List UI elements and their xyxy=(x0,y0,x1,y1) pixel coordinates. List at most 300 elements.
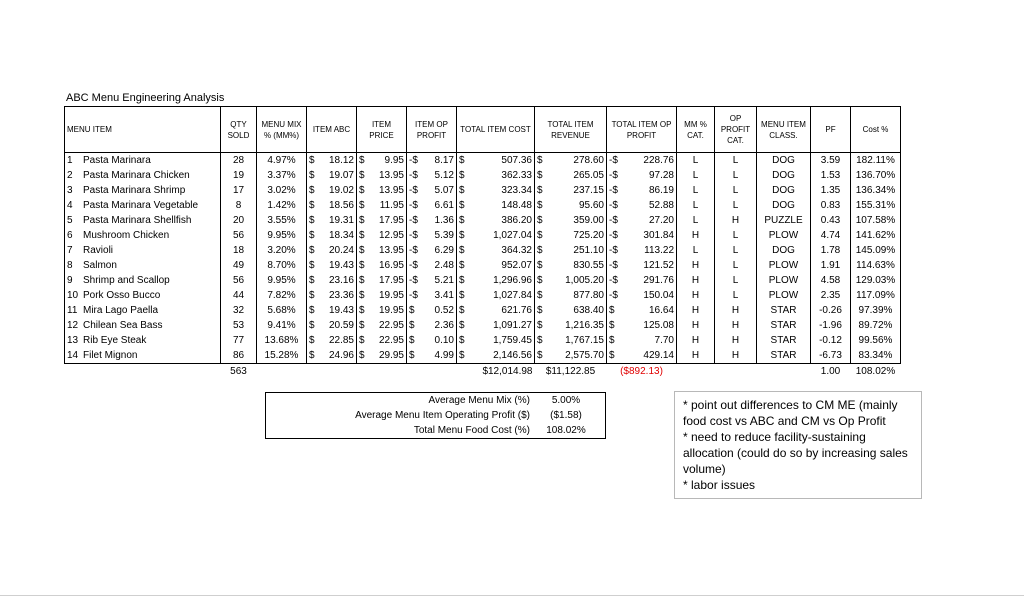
cell-mm-cat: H xyxy=(677,348,715,364)
currency-sign: $ xyxy=(459,214,465,226)
cell-total-op-profit xyxy=(607,318,677,333)
amount: 19.02 xyxy=(328,184,354,196)
cell-pf: 1.53 xyxy=(811,168,851,183)
cell-mm-cat: L xyxy=(677,213,715,228)
amount: 0.52 xyxy=(434,304,454,316)
amount: 0.10 xyxy=(434,334,454,346)
amount: 228.76 xyxy=(643,154,674,166)
cell-qty: 19 xyxy=(221,168,257,183)
currency-sign: -$ xyxy=(609,154,618,166)
cell-total-op-profit xyxy=(607,333,677,348)
amount: 13.95 xyxy=(378,169,404,181)
amount: 150.04 xyxy=(643,289,674,301)
cell-op-profit xyxy=(407,288,457,303)
cell-price xyxy=(357,348,407,364)
page-divider xyxy=(0,595,1024,596)
amount: 18.12 xyxy=(328,154,354,166)
currency-sign: -$ xyxy=(609,259,618,271)
amount: 16.95 xyxy=(378,259,404,271)
amount: 1.36 xyxy=(434,214,454,226)
currency-sign: $ xyxy=(459,184,465,196)
cell-op-cat: L xyxy=(715,258,757,273)
cell-total-cost xyxy=(457,333,535,348)
cell-total-cost xyxy=(457,318,535,333)
currency-sign: $ xyxy=(459,304,465,316)
header-mix: MENU MIX % (MM%) xyxy=(257,107,307,153)
table-row xyxy=(65,213,901,228)
cell-op-profit xyxy=(407,228,457,243)
item-name: Ravioli xyxy=(83,244,114,256)
notes-textbox[interactable] xyxy=(674,391,922,499)
header-abc: ITEM ABC xyxy=(307,107,357,153)
cell-cost-pct: 114.63% xyxy=(851,258,901,273)
header-row xyxy=(65,107,901,153)
item-name: Chilean Sea Bass xyxy=(83,319,163,331)
cell-total-cost xyxy=(457,258,535,273)
currency-sign: $ xyxy=(537,229,543,241)
amount: 24.96 xyxy=(328,349,354,361)
currency-sign: -$ xyxy=(409,289,418,301)
currency-sign: $ xyxy=(359,184,365,196)
currency-sign: $ xyxy=(309,304,315,316)
currency-sign: $ xyxy=(309,169,315,181)
cell-abc xyxy=(307,258,357,273)
currency-sign: -$ xyxy=(409,229,418,241)
sheet-title: ABC Menu Engineering Analysis xyxy=(66,92,225,104)
currency-sign: $ xyxy=(409,319,415,331)
cell-class: DOG xyxy=(757,243,811,258)
amount: 19.43 xyxy=(328,304,354,316)
cell-class: PLOW xyxy=(757,258,811,273)
cell-op-profit xyxy=(407,348,457,364)
cell-class: STAR xyxy=(757,333,811,348)
cell-mm-cat: L xyxy=(677,243,715,258)
amount: 121.52 xyxy=(643,259,674,271)
cell-op-profit xyxy=(407,333,457,348)
amount: 1,767.15 xyxy=(565,334,604,346)
cell-qty: 56 xyxy=(221,228,257,243)
amount: 19.95 xyxy=(378,304,404,316)
table-row xyxy=(65,198,901,213)
row-number: 12 xyxy=(67,319,79,331)
cell-abc xyxy=(307,273,357,288)
amount: 86.19 xyxy=(648,184,674,196)
cell-menu-item xyxy=(65,318,221,333)
cell-op-profit xyxy=(407,198,457,213)
cell-total-revenue xyxy=(535,318,607,333)
table-row xyxy=(65,258,901,273)
amount: 5.21 xyxy=(434,274,454,286)
cell-total-op-profit xyxy=(607,198,677,213)
cell-price xyxy=(357,288,407,303)
currency-sign: $ xyxy=(409,349,415,361)
cell-cost-pct: 107.58% xyxy=(851,213,901,228)
amount: 12.95 xyxy=(378,229,404,241)
amount: 2,575.70 xyxy=(565,349,604,361)
cell-mm-cat: H xyxy=(677,333,715,348)
row-number: 10 xyxy=(67,289,79,301)
cell-mm-cat: L xyxy=(677,183,715,198)
cell-pf: 1.35 xyxy=(811,183,851,198)
amount: 4.99 xyxy=(434,349,454,361)
cell-total-revenue xyxy=(535,348,607,364)
currency-sign: $ xyxy=(459,349,465,361)
cell-mm-cat: H xyxy=(677,228,715,243)
amount: 3.41 xyxy=(434,289,454,301)
cell-op-cat: L xyxy=(715,183,757,198)
header-total-op-profit: TOTAL ITEM OP PROFIT xyxy=(607,107,677,153)
cell-op-cat: H xyxy=(715,348,757,364)
header-op-profit: ITEM OP PROFIT xyxy=(407,107,457,153)
table-row xyxy=(65,333,901,348)
amount: 125.08 xyxy=(643,319,674,331)
cell-qty: 8 xyxy=(221,198,257,213)
cell-price xyxy=(357,183,407,198)
amount: 1,091.27 xyxy=(493,319,532,331)
cell-mix: 5.68% xyxy=(257,303,307,318)
cell-mm-cat: H xyxy=(677,258,715,273)
header-cost-pct: Cost % xyxy=(851,107,901,153)
row-number: 8 xyxy=(67,259,73,271)
cell-menu-item xyxy=(65,243,221,258)
cell-pf: -0.26 xyxy=(811,303,851,318)
cell-cost-pct: 136.34% xyxy=(851,183,901,198)
currency-sign: $ xyxy=(359,319,365,331)
cell-pf: 3.59 xyxy=(811,153,851,169)
summary-value: ($1.58) xyxy=(550,410,582,421)
cell-pf: 1.78 xyxy=(811,243,851,258)
cell-abc xyxy=(307,198,357,213)
amount: 5.39 xyxy=(434,229,454,241)
cell-op-profit xyxy=(407,303,457,318)
item-name: Rib Eye Steak xyxy=(83,334,147,346)
cell-total-cost xyxy=(457,213,535,228)
cell-total-cost xyxy=(457,273,535,288)
header-total-cost: TOTAL ITEM COST xyxy=(457,107,535,153)
row-number: 1 xyxy=(67,154,73,166)
cell-mix: 4.97% xyxy=(257,153,307,169)
cell-op-profit xyxy=(407,153,457,169)
amount: 148.48 xyxy=(501,199,532,211)
currency-sign: -$ xyxy=(409,199,418,211)
cell-total-revenue xyxy=(535,288,607,303)
currency-sign: -$ xyxy=(409,274,418,286)
amount: 13.95 xyxy=(378,184,404,196)
currency-sign: -$ xyxy=(609,199,618,211)
amount: 8.17 xyxy=(434,154,454,166)
currency-sign: $ xyxy=(409,334,415,346)
item-name: Pasta Marinara xyxy=(83,154,151,166)
cell-op-profit xyxy=(407,258,457,273)
amount: 2.48 xyxy=(434,259,454,271)
amount: 362.33 xyxy=(501,169,532,181)
currency-sign: $ xyxy=(459,229,465,241)
cell-op-cat: L xyxy=(715,168,757,183)
currency-sign: $ xyxy=(459,244,465,256)
amount: 22.95 xyxy=(378,334,404,346)
currency-sign: $ xyxy=(537,259,543,271)
cell-op-profit xyxy=(407,243,457,258)
amount: 95.60 xyxy=(578,199,604,211)
amount: 237.15 xyxy=(573,184,604,196)
cell-total-op-profit xyxy=(607,288,677,303)
currency-sign: -$ xyxy=(609,214,618,226)
item-name: Pasta Marinara Shellfish xyxy=(83,214,192,226)
cell-op-cat: L xyxy=(715,153,757,169)
amount: 621.76 xyxy=(501,304,532,316)
amount: 5.12 xyxy=(434,169,454,181)
cell-mix: 9.95% xyxy=(257,228,307,243)
currency-sign: $ xyxy=(359,259,365,271)
cell-op-profit xyxy=(407,183,457,198)
currency-sign: $ xyxy=(537,319,543,331)
amount: 1,005.20 xyxy=(565,274,604,286)
cell-total-revenue xyxy=(535,168,607,183)
amount: 97.28 xyxy=(648,169,674,181)
cell-price xyxy=(357,213,407,228)
currency-sign: $ xyxy=(359,349,365,361)
cell-pf: 4.58 xyxy=(811,273,851,288)
cell-abc xyxy=(307,348,357,364)
cell-cost-pct: 141.62% xyxy=(851,228,901,243)
row-number: 9 xyxy=(67,274,73,286)
summary-box xyxy=(265,392,606,439)
cell-menu-item xyxy=(65,183,221,198)
amount: 386.20 xyxy=(501,214,532,226)
menu-engineering-table xyxy=(64,106,901,380)
cell-op-cat: H xyxy=(715,213,757,228)
amount: 2,146.56 xyxy=(493,349,532,361)
cell-pf: -1.96 xyxy=(811,318,851,333)
cell-mix: 9.95% xyxy=(257,273,307,288)
amount: 301.84 xyxy=(643,229,674,241)
cell-class: STAR xyxy=(757,348,811,364)
total-revenue: $11,122.85 xyxy=(545,366,596,377)
cell-pf: 4.74 xyxy=(811,228,851,243)
cell-mix: 3.37% xyxy=(257,168,307,183)
cell-mm-cat: L xyxy=(677,198,715,213)
table-row xyxy=(65,303,901,318)
table-row xyxy=(65,228,901,243)
cell-total-op-profit xyxy=(607,303,677,318)
amount: 16.64 xyxy=(648,304,674,316)
cell-abc xyxy=(307,288,357,303)
cell-mix: 3.20% xyxy=(257,243,307,258)
cell-total-op-profit xyxy=(607,348,677,364)
currency-sign: $ xyxy=(359,169,365,181)
cell-cost-pct: 89.72% xyxy=(851,318,901,333)
summary-label: Average Menu Item Operating Profit ($) xyxy=(355,410,530,421)
table-row xyxy=(65,153,901,169)
cell-total-op-profit xyxy=(607,273,677,288)
cell-total-revenue xyxy=(535,213,607,228)
cell-mm-cat: L xyxy=(677,153,715,169)
cell-mix: 15.28% xyxy=(257,348,307,364)
cell-total-op-profit xyxy=(607,153,677,169)
cell-menu-item xyxy=(65,153,221,169)
cell-cost-pct: 117.09% xyxy=(851,288,901,303)
amount: 507.36 xyxy=(501,154,532,166)
summary-avg-op-profit xyxy=(266,409,605,423)
amount: 52.88 xyxy=(648,199,674,211)
cell-mix: 9.41% xyxy=(257,318,307,333)
header-mm-cat: MM % CAT. xyxy=(677,107,715,153)
amount: 13.95 xyxy=(378,244,404,256)
header-op-cat: OP PROFIT CAT. xyxy=(715,107,757,153)
cell-class: STAR xyxy=(757,318,811,333)
cell-abc xyxy=(307,213,357,228)
currency-sign: -$ xyxy=(409,259,418,271)
currency-sign: $ xyxy=(537,184,543,196)
cell-price xyxy=(357,333,407,348)
currency-sign: $ xyxy=(359,289,365,301)
currency-sign: $ xyxy=(537,334,543,346)
header-total-revenue: TOTAL ITEM REVENUE xyxy=(535,107,607,153)
amount: 1,296.96 xyxy=(493,274,532,286)
summary-value: 108.02% xyxy=(546,425,586,436)
currency-sign: $ xyxy=(537,304,543,316)
cell-mix: 3.02% xyxy=(257,183,307,198)
amount: 6.29 xyxy=(434,244,454,256)
amount: 1,027.84 xyxy=(493,289,532,301)
cell-menu-item xyxy=(65,213,221,228)
cell-qty: 53 xyxy=(221,318,257,333)
amount: 1,027.04 xyxy=(493,229,532,241)
currency-sign: $ xyxy=(609,304,615,316)
total-pf: 1.00 xyxy=(820,366,841,377)
currency-sign: $ xyxy=(409,304,415,316)
amount: 278.60 xyxy=(573,154,604,166)
currency-sign: $ xyxy=(609,334,615,346)
cell-qty: 28 xyxy=(221,153,257,169)
currency-sign: -$ xyxy=(409,214,418,226)
item-name: Pasta Marinara Shrimp xyxy=(83,184,186,196)
cell-menu-item xyxy=(65,348,221,364)
cell-cost-pct: 182.11% xyxy=(851,153,901,169)
cell-class: DOG xyxy=(757,183,811,198)
total-qty: 563 xyxy=(230,366,247,377)
cell-cost-pct: 145.09% xyxy=(851,243,901,258)
summary-food-cost xyxy=(266,424,605,438)
cell-mix: 3.55% xyxy=(257,213,307,228)
summary-avg-mix xyxy=(266,394,605,408)
header-pf: PF xyxy=(811,107,851,153)
currency-sign: $ xyxy=(309,184,315,196)
cell-abc xyxy=(307,318,357,333)
amount: 830.55 xyxy=(573,259,604,271)
cell-class: PLOW xyxy=(757,288,811,303)
currency-sign: $ xyxy=(309,259,315,271)
cell-class: PLOW xyxy=(757,273,811,288)
cell-qty: 17 xyxy=(221,183,257,198)
cell-op-cat: L xyxy=(715,243,757,258)
amount: 429.14 xyxy=(643,349,674,361)
cell-qty: 86 xyxy=(221,348,257,364)
cell-cost-pct: 136.70% xyxy=(851,168,901,183)
amount: 638.40 xyxy=(573,304,604,316)
cell-op-profit xyxy=(407,213,457,228)
amount: 19.07 xyxy=(328,169,354,181)
cell-total-revenue xyxy=(535,258,607,273)
cell-abc xyxy=(307,153,357,169)
currency-sign: $ xyxy=(309,214,315,226)
cell-total-revenue xyxy=(535,153,607,169)
amount: 1,759.45 xyxy=(493,334,532,346)
amount: 22.95 xyxy=(378,319,404,331)
header-qty: QTY SOLD xyxy=(221,107,257,153)
currency-sign: $ xyxy=(309,274,315,286)
cell-total-revenue xyxy=(535,333,607,348)
currency-sign: $ xyxy=(459,289,465,301)
cell-price xyxy=(357,243,407,258)
amount: 11.95 xyxy=(379,199,404,211)
currency-sign: -$ xyxy=(409,169,418,181)
amount: 364.32 xyxy=(501,244,532,256)
currency-sign: $ xyxy=(459,274,465,286)
header-class: MENU ITEM CLASS. xyxy=(757,107,811,153)
amount: 22.85 xyxy=(328,334,354,346)
cell-abc xyxy=(307,303,357,318)
cell-mm-cat: H xyxy=(677,318,715,333)
amount: 17.95 xyxy=(378,274,404,286)
cell-price xyxy=(357,153,407,169)
note-line: * labor issues xyxy=(683,478,756,492)
cell-qty: 49 xyxy=(221,258,257,273)
cell-qty: 77 xyxy=(221,333,257,348)
cell-class: DOG xyxy=(757,153,811,169)
currency-sign: $ xyxy=(537,274,543,286)
currency-sign: $ xyxy=(537,244,543,256)
table-row xyxy=(65,348,901,364)
currency-sign: $ xyxy=(537,169,543,181)
cell-pf: 0.43 xyxy=(811,213,851,228)
currency-sign: -$ xyxy=(409,154,418,166)
cell-total-op-profit xyxy=(607,168,677,183)
currency-sign: $ xyxy=(537,154,543,166)
row-number: 4 xyxy=(67,199,73,211)
currency-sign: $ xyxy=(359,214,365,226)
cell-price xyxy=(357,318,407,333)
cell-cost-pct: 83.34% xyxy=(851,348,901,364)
cell-op-profit xyxy=(407,318,457,333)
cell-mix: 7.82% xyxy=(257,288,307,303)
amount: 23.36 xyxy=(328,289,354,301)
currency-sign: $ xyxy=(359,304,365,316)
amount: 9.95 xyxy=(384,154,404,166)
cell-op-cat: L xyxy=(715,288,757,303)
currency-sign: $ xyxy=(309,289,315,301)
currency-sign: $ xyxy=(359,229,365,241)
currency-sign: $ xyxy=(359,244,365,256)
cell-price xyxy=(357,228,407,243)
cell-total-revenue xyxy=(535,243,607,258)
note-line: * need to reduce facility-sustaining allocation (could do so by increasing sales volume) xyxy=(683,430,908,476)
cell-total-revenue xyxy=(535,303,607,318)
currency-sign: $ xyxy=(459,334,465,346)
currency-sign: $ xyxy=(459,154,465,166)
amount: 1,216.35 xyxy=(565,319,604,331)
currency-sign: -$ xyxy=(609,169,618,181)
currency-sign: -$ xyxy=(609,244,618,256)
amount: 18.56 xyxy=(328,199,354,211)
cell-op-cat: H xyxy=(715,303,757,318)
currency-sign: $ xyxy=(459,319,465,331)
cell-total-cost xyxy=(457,153,535,169)
cell-total-cost xyxy=(457,183,535,198)
cell-menu-item xyxy=(65,288,221,303)
cell-menu-item xyxy=(65,258,221,273)
row-number: 3 xyxy=(67,184,73,196)
